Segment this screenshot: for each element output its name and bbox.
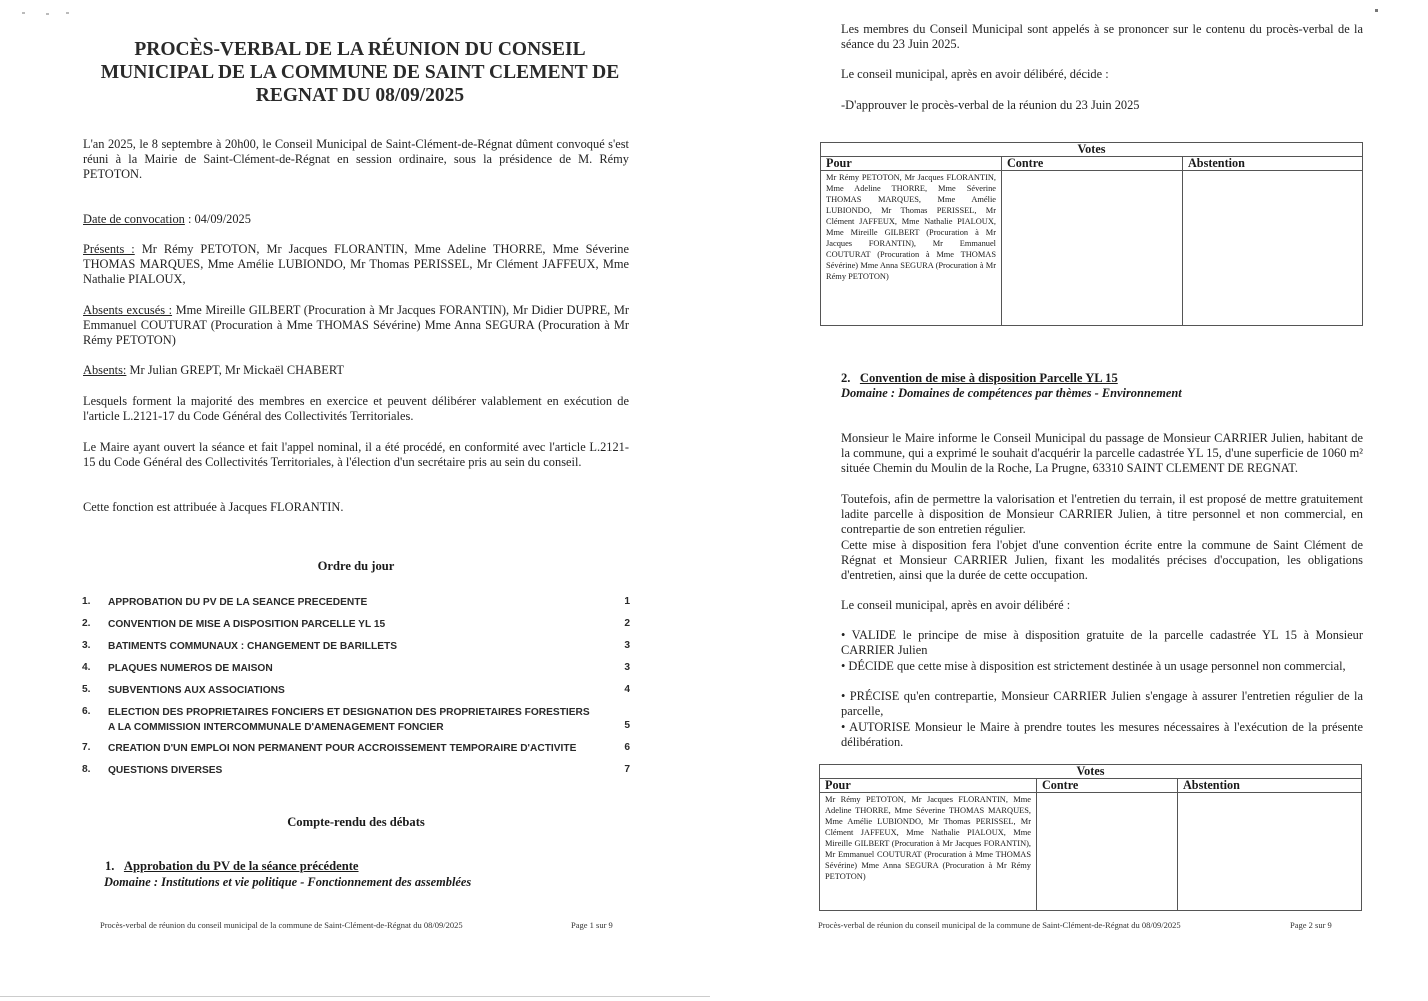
votes-table-1: [820, 142, 1363, 326]
agenda-item: [82, 640, 630, 662]
votes-contre-cell: [1002, 171, 1183, 326]
agenda-num: 2.: [82, 618, 91, 629]
col-abstention: Abstention: [1178, 779, 1362, 793]
agenda-num: 7.: [82, 742, 91, 753]
agenda-page: 1: [624, 596, 630, 607]
agenda-text: BATIMENTS COMMUNAUX : CHANGEMENT DE BARILLETS: [108, 641, 398, 652]
votes-contre-cell: [1037, 793, 1178, 911]
scan-speck: [22, 12, 25, 14]
page-1-footer-left: Procès-verbal de réunion du conseil municipal de la commune de Saint-Clément-de-Régnat du 08/09/2025: [100, 920, 463, 930]
agenda-num: 3.: [82, 640, 91, 651]
agenda-title: Ordre du jour: [317, 559, 395, 573]
agenda-item: [82, 662, 630, 684]
absents-value: Mr Julian GREPT, Mr Mickaël CHABERT: [126, 363, 344, 377]
col-pour: Pour: [821, 157, 1002, 171]
approval-decision: -D'approuver le procès-verbal de la réunion du 23 Juin 2025: [841, 98, 1140, 112]
agenda-item: [82, 764, 630, 786]
votes-pour-cell: Mr Rémy PETOTON, Mr Jacques FLORANTIN, Mme Adeline THORRE, Mme Séverine THOMAS MARQUES, Mme Amélie LUBIONDO, Mr Thomas PERISSEL, Mr Clément JAFFEUX, Mme Nathalie PIALOUX, Mme Mireille GILBERT (Procuration à Mr Jacques FORANTIN), Mr Emmanuel COUTURAT (Procuration à Mme THOMAS Sévérine) Mme Anna SEGURA (Procuration à Mr Rémy PETOTON): [820, 793, 1037, 911]
col-pour: Pour: [820, 779, 1037, 793]
section-2-heading: [841, 371, 1118, 386]
convocation-label: Date de convocation: [83, 212, 185, 226]
votes-header: Votes: [821, 143, 1363, 157]
page-2-footer-right: Page 2 sur 9: [1290, 920, 1332, 930]
agenda-page: 6: [624, 742, 630, 753]
page-2: [714, 0, 1428, 1001]
decision-validate: • VALIDE le principe de mise à disposition gratuite de la parcelle cadastrée YL 15 à Monsieur CARRIER Julien: [841, 628, 1363, 657]
absents-line: [83, 363, 629, 378]
agenda-num: 1.: [82, 596, 91, 607]
decision-authorize: • AUTORISE Monsieur le Maire à prendre toutes les mesures nécessaires à l'exécution de la présente délibération.: [841, 720, 1363, 749]
section-2-number: 2.: [841, 371, 851, 385]
agenda-page: 5: [624, 720, 630, 731]
convocation-value: : 04/09/2025: [184, 212, 251, 226]
presents-label: Présents :: [83, 242, 135, 256]
agenda-num: 5.: [82, 684, 91, 695]
col-abstention: Abstention: [1183, 157, 1363, 171]
convocation-line: [83, 212, 629, 227]
agenda-page: 3: [624, 662, 630, 673]
debates-title: Compte-rendu des débats: [287, 815, 425, 829]
excuses-paragraph: [83, 303, 629, 348]
section-1-title: Approbation du PV de la séance précédente: [123, 859, 359, 873]
agenda-text: APPROBATION DU PV DE LA SEANCE PRECEDENTE: [108, 597, 368, 608]
excuses-value: Mme Mireille GILBERT (Procuration à Mr Jacques FORANTIN), Mr Didier DUPRE, Mr Emmanuel COUTURAT (Procuration à Mme THOMAS Sévérine) Mme Anna SEGURA (Procuration à Mr Rémy PETOTON): [83, 303, 629, 347]
presents-paragraph: [83, 242, 629, 287]
agenda-page: 3: [624, 640, 630, 651]
col-contre: Contre: [1037, 779, 1178, 793]
intro-paragraph: L'an 2025, le 8 septembre à 20h00, le Conseil Municipal de Saint-Clément-de-Régnat dûment convoqué s'est réuni à la Mairie de Saint-Clément-de-Régnat en session ordinaire, sous la présidence de M. Rémy PETOTON.: [83, 137, 629, 181]
section-2-domain: Domaine : Domaines de compétences par thèmes - Environnement: [841, 386, 1182, 400]
section-2-title: Convention de mise à disposition Parcelle YL 15: [859, 371, 1118, 385]
agenda-item: [82, 618, 630, 640]
section-2-paragraph-3: Cette mise à disposition fera l'objet d'une convention écrite entre la commune de Saint Clément de Régnat et Monsieur CARRIER Julien, fixant les modalités précises d'occupation, les obligations d'entretien, ainsi que la durée de cette occupation.: [841, 538, 1363, 582]
decision-decide: • DÉCIDE que cette mise à disposition est strictement destinée à un usage personnel non commercial,: [841, 659, 1346, 673]
agenda-item: [82, 684, 630, 706]
votes-table-2: [819, 764, 1362, 911]
absents-label: Absents:: [83, 363, 127, 377]
excuses-label: Absents excusés :: [83, 303, 173, 317]
scan-edge-line: [0, 996, 710, 997]
decision-precise: • PRÉCISE qu'en contrepartie, Monsieur CARRIER Julien s'engage à assurer l'entretien régulier de la parcelle,: [841, 689, 1363, 718]
agenda-text: CONVENTION DE MISE A DISPOSITION PARCELLE YL 15: [108, 619, 386, 630]
agenda-text: QUESTIONS DIVERSES: [108, 765, 223, 776]
agenda-num: 8.: [82, 764, 91, 775]
presents-value: Mr Rémy PETOTON, Mr Jacques FLORANTIN, Mme Adeline THORRE, Mme Séverine THOMAS MARQUES, Mme Amélie LUBIONDO, Mr Thomas PERISSEL, Mr Clément JAFFEUX, Mme Nathalie PIALOUX,: [83, 242, 629, 286]
page-2-footer-left: Procès-verbal de réunion du conseil municipal de la commune de Saint-Clément-de-Régnat du 08/09/2025: [818, 920, 1181, 930]
document-title: PROCÈS-VERBAL DE LA RÉUNION DU CONSEIL MUNICIPAL DE LA COMMUNE DE SAINT CLEMENT DE REGNAT DU 08/09/2025: [100, 39, 620, 106]
agenda-text: ELECTION DES PROPRIETAIRES FONCIERS ET DESIGNATION DES PROPRIETAIRES FORESTIERS A LA COMMISSION INTERCOMMUNALE D'AMENAGEMENT FONCIER: [108, 707, 590, 733]
votes-pour-cell: Mr Rémy PETOTON, Mr Jacques FLORANTIN, Mme Adeline THORRE, Mme Séverine THOMAS MARQUES, Mme Amélie LUBIONDO, Mr Thomas PERISSEL, Mr Clément JAFFEUX, Mme Nathalie PIALOUX, Mme Mireille GILBERT (Procuration à Mr Jacques FORANTIN), Mr Emmanuel COUTURAT (Procuration à Mme THOMAS Sévérine) Mme Anna SEGURA (Procuration à Mr Rémy PETOTON): [821, 171, 1002, 326]
agenda-item: [82, 596, 630, 618]
votes-abstention-cell: [1178, 793, 1362, 911]
secretary-intro: Le Maire ayant ouvert la séance et fait l'appel nominal, il a été procédé, en conformité avec l'article L.2121-15 du Code Général des Collectivités Territoriales, à l'élection d'un secrétaire pris au sein du conseil.: [83, 440, 629, 469]
col-contre: Contre: [1002, 157, 1183, 171]
agenda-item: [82, 706, 630, 742]
agenda-num: 4.: [82, 662, 91, 673]
deliberation-line: Le conseil municipal, après en avoir délibéré, décide :: [841, 67, 1109, 81]
section-1-domain: Domaine : Institutions et vie politique - Fonctionnement des assemblées: [104, 875, 472, 889]
scan-speck: [66, 12, 69, 14]
votes-abstention-cell: [1183, 171, 1363, 326]
page-1-footer-right: Page 1 sur 9: [571, 920, 613, 930]
agenda-page: 4: [624, 684, 630, 695]
agenda-text: PLAQUES NUMEROS DE MAISON: [108, 663, 273, 674]
agenda-page: 7: [624, 764, 630, 775]
secretary-line: Cette fonction est attribuée à Jacques FLORANTIN.: [83, 500, 344, 514]
section-2-paragraph-2: Toutefois, afin de permettre la valorisation et l'entretien du terrain, il est proposé de mettre gratuitement ladite parcelle à disposition de Monsieur CARRIER Julien, à titre personnel et non commercial, en contrepartie de son entretien régulier.: [841, 492, 1363, 536]
scan-speck: [1375, 9, 1378, 12]
section-2-deliberation: Le conseil municipal, après en avoir délibéré :: [841, 598, 1071, 612]
agenda-page: 2: [624, 618, 630, 629]
section-1-heading: [105, 859, 359, 874]
approval-intro: Les membres du Conseil Municipal sont appelés à se prononcer sur le contenu du procès-verbal de la séance du 23 Juin 2025.: [841, 22, 1363, 51]
votes-header: Votes: [820, 765, 1362, 779]
scan-speck: [46, 13, 49, 15]
agenda-num: 6.: [82, 706, 91, 717]
agenda-text: SUBVENTIONS AUX ASSOCIATIONS: [108, 685, 285, 696]
section-2-paragraph-1: Monsieur le Maire informe le Conseil Municipal du passage de Monsieur CARRIER Julien, habitant de la commune, qui a exprimé le souhait d'acquérir la parcelle cadastrée YL 15, d'une superficie de 1060 m² située Chemin du Moulin de la Roche, La Prugne, 63310 SAINT CLEMENT DE REGNAT.: [841, 431, 1363, 475]
agenda-text: CREATION D'UN EMPLOI NON PERMANENT POUR ACCROISSEMENT TEMPORAIRE D'ACTIVITE: [108, 743, 577, 754]
section-1-number: 1.: [105, 859, 115, 873]
agenda-list: [82, 596, 630, 786]
agenda-item: [82, 742, 630, 764]
quorum-paragraph: Lesquels forment la majorité des membres en exercice et peuvent délibérer valablement en exécution de l'article L.2121-17 du Code Général des Collectivités Territoriales.: [83, 394, 629, 423]
